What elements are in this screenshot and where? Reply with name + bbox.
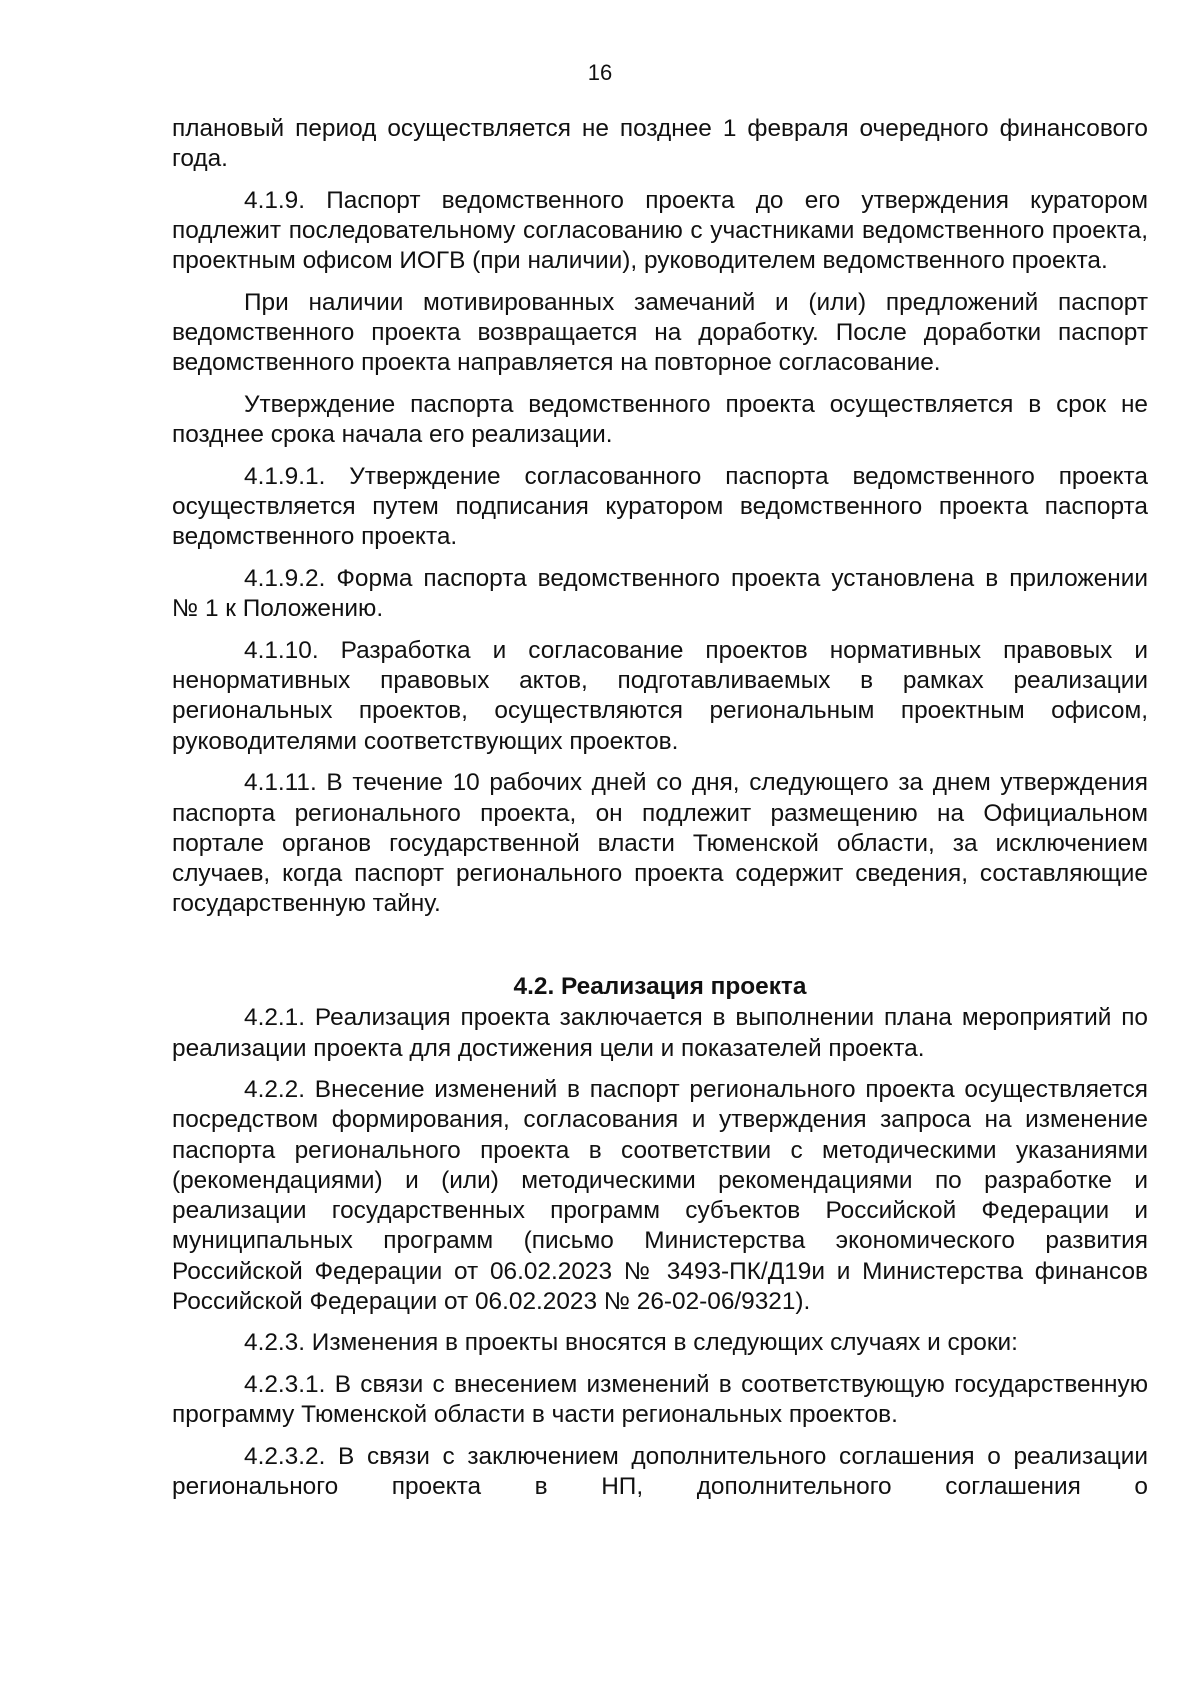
paragraph-4-1-10: 4.1.10. Разработка и согласование проектов нормативных правовых и ненормативных правовых актов, подготавливаемых в рамках реализации региональных проектов, осуществляются региональным проектным офисом, руководителями соответствующих проектов. (172, 637, 1148, 755)
paragraph-remarks: При наличии мотивированных замечаний и (или) предложений паспорт ведомственного проекта возвращается на доработку. После доработки паспорт ведомственного проекта направляется на повторное согласование. (172, 289, 1148, 377)
paragraph-4-2-3-2: 4.2.3.2. В связи с заключением дополнительного соглашения о реализации регионального проекта в НП, дополнительного соглашения о (172, 1443, 1148, 1501)
paragraph-4-2-1: 4.2.1. Реализация проекта заключается в выполнении плана мероприятий по реализации проекта для достижения цели и показателей проекта. (172, 1004, 1148, 1062)
document-body (172, 114, 1148, 1514)
paragraph-4-2-3-1: 4.2.3.1. В связи с внесением изменений в соответствующую государственную программу Тюменской области в части региональных проектов. (172, 1371, 1148, 1429)
paragraph-4-1-9-2: 4.1.9.2. Форма паспорта ведомственного проекта установлена в приложении № 1 к Положению. (172, 565, 1148, 623)
paragraph-4-2-3: 4.2.3. Изменения в проекты вносятся в следующих случаях и сроки: (244, 1329, 1018, 1357)
paragraph-4-1-9-1: 4.1.9.1. Утверждение согласованного паспорта ведомственного проекта осуществляется путем подписания куратором ведомственного проекта паспорта ведомственного проекта. (172, 463, 1148, 551)
paragraph-4-1-11: 4.1.11. В течение 10 рабочих дней со дня, следующего за днем утверждения паспорта регионального проекта, он подлежит размещению на Официальном портале органов государственной власти Тюменской области, за исключением случаев, когда паспорт регионального проекта содержит сведения, составляющие государственную тайну. (172, 769, 1148, 918)
paragraph-4-1-9: 4.1.9. Паспорт ведомственного проекта до его утверждения куратором подлежит последовательному согласованию с участниками ведомственного проекта, проектным офисом ИОГВ (при наличии), руководителем ведомственного проекта. (172, 186, 1148, 275)
section-heading: 4.2. Реализация проекта (513, 973, 807, 1001)
paragraph-approval-term: Утверждение паспорта ведомственного проекта осуществляется в срок не позднее срока начала его реализации. (172, 391, 1148, 449)
paragraph-continuation: плановый период осуществляется не позднее 1 февраля очередного финансового года. (172, 115, 1148, 173)
paragraph-4-2-2: 4.2.2. Внесение изменений в паспорт регионального проекта осуществляется посредством формирования, согласования и утверждения запроса на изменение паспорта регионального проекта в соответствии с методическими указаниями (рекомендациями) и (или) методическими рекомендациями по разработке и реализации государственных программ субъектов Российской Федерации и муниципальных программ (письмо Министерства экономического развития Российской Федерации от 06.02.2023 № 3493-ПК/Д19и и Министерства финансов Российской Федерации от 06.02.2023 № 26-02-06/9321). (172, 1076, 1148, 1315)
page-number: 16 (587, 60, 613, 85)
